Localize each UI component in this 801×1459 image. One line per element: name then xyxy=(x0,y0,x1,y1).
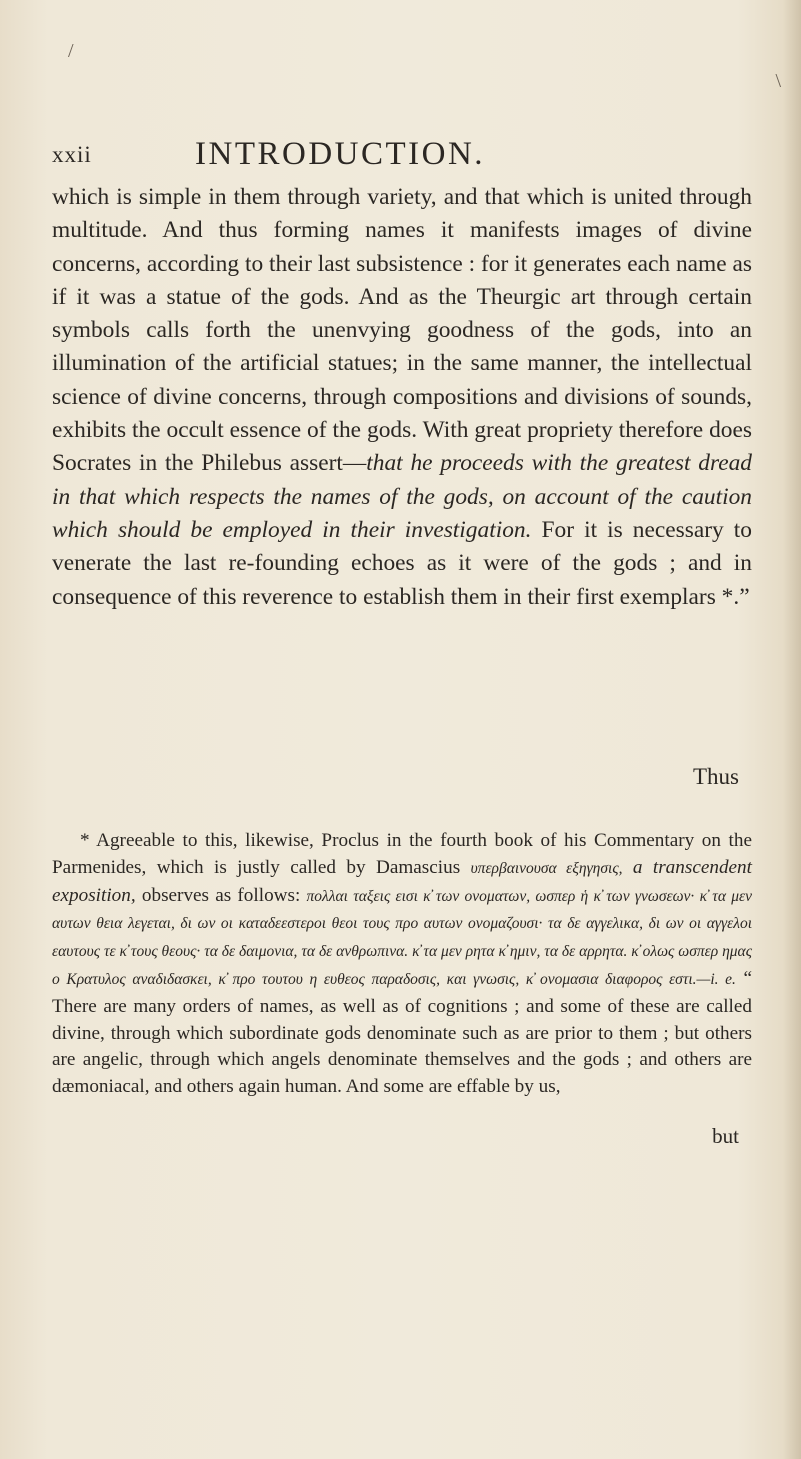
page-number: xxii xyxy=(52,142,92,167)
running-head xyxy=(0,136,801,176)
title-translation: a transcendent exposition, xyxy=(52,856,752,906)
italic-quote: that he proceeds with the greatest dread in that which respects the names of the gods, on account of the caution which should be employed in their investigation. xyxy=(52,450,752,543)
footnote xyxy=(52,828,752,1101)
main-text xyxy=(52,181,752,614)
page-edge-shadow xyxy=(783,0,801,1459)
body-paragraph xyxy=(52,181,752,614)
body-text: which is simple in them through variety, and that which is united through multitude. And thus forming names it manifests images of divine concerns, according to their last subsistence : for it generates each name as if it was a statue of the gods. And as the Theurgic art through certain symbols calls forth the unenvying goodness of the gods, into an illumination of the artificial statues; in the same manner, the intellectual science of divine concerns, through compositions and divisions of sounds, exhibits the occult essence of the gods. With great propriety therefore does Socrates in the Philebus assert— xyxy=(52,184,752,477)
footnote-paragraph xyxy=(52,828,752,1101)
footnote-observes: observes as follows: xyxy=(141,884,301,906)
greek-quote: πολλαι ταξεις εισι κ̓ των ονοματων, ωσπερ ἡ κ̓ των γνωσεων· κ̓ τα μεν αυτων θεια λεγεται, δι ων οι καταδεεστεροι θεοι τους προ αυτων ονομαζουσι· τα δε αγγελικα, δι ων οι αγγελοι εαυτους τε κ̓ τους θεους· τα δε δαιμονια, τα δε ανθρωπινα. κ̓ τα μεν ρητα κ̓ ημιν, τα δε αρρητα. κ̓ ολως ωσπερ ημας ο Κρατυλος αναδιδασκει, κ̓ προ τουτου η ευθεος παραδοσις, και γνωσις, κ̓ ονομασια διαφορος εστι.—i. e. xyxy=(52,887,753,988)
footnote-intro: * Agreeable to this, likewise, Proclus in the fourth book of his Commentary on the Parmenides, which is justly called by Damascius xyxy=(52,830,752,878)
quote-translation: “ There are many orders of names, as well as of cognitions ; and some of these are called divine, through which subordinate gods denominate such as are prior to them ; but others are angelic, through which angels denominate themselves and the gods ; and others are dæmoniacal, and others again human. And some are effable by us, xyxy=(52,967,752,1098)
page-speck: / xyxy=(68,40,74,62)
catchword: Thus xyxy=(693,764,739,789)
greek-title: υπερβαινουσα εξηγησις, xyxy=(470,859,623,877)
body-text-continued: For it is necessary to venerate the last re-founding echoes as it were of the gods ; and in consequence of this reverence to establish them in their first exemplars *.” xyxy=(52,516,752,610)
footnote-catchword: but xyxy=(712,1124,739,1148)
page-heading: INTRODUCTION. xyxy=(195,136,486,172)
page-speck: \ xyxy=(775,70,781,92)
